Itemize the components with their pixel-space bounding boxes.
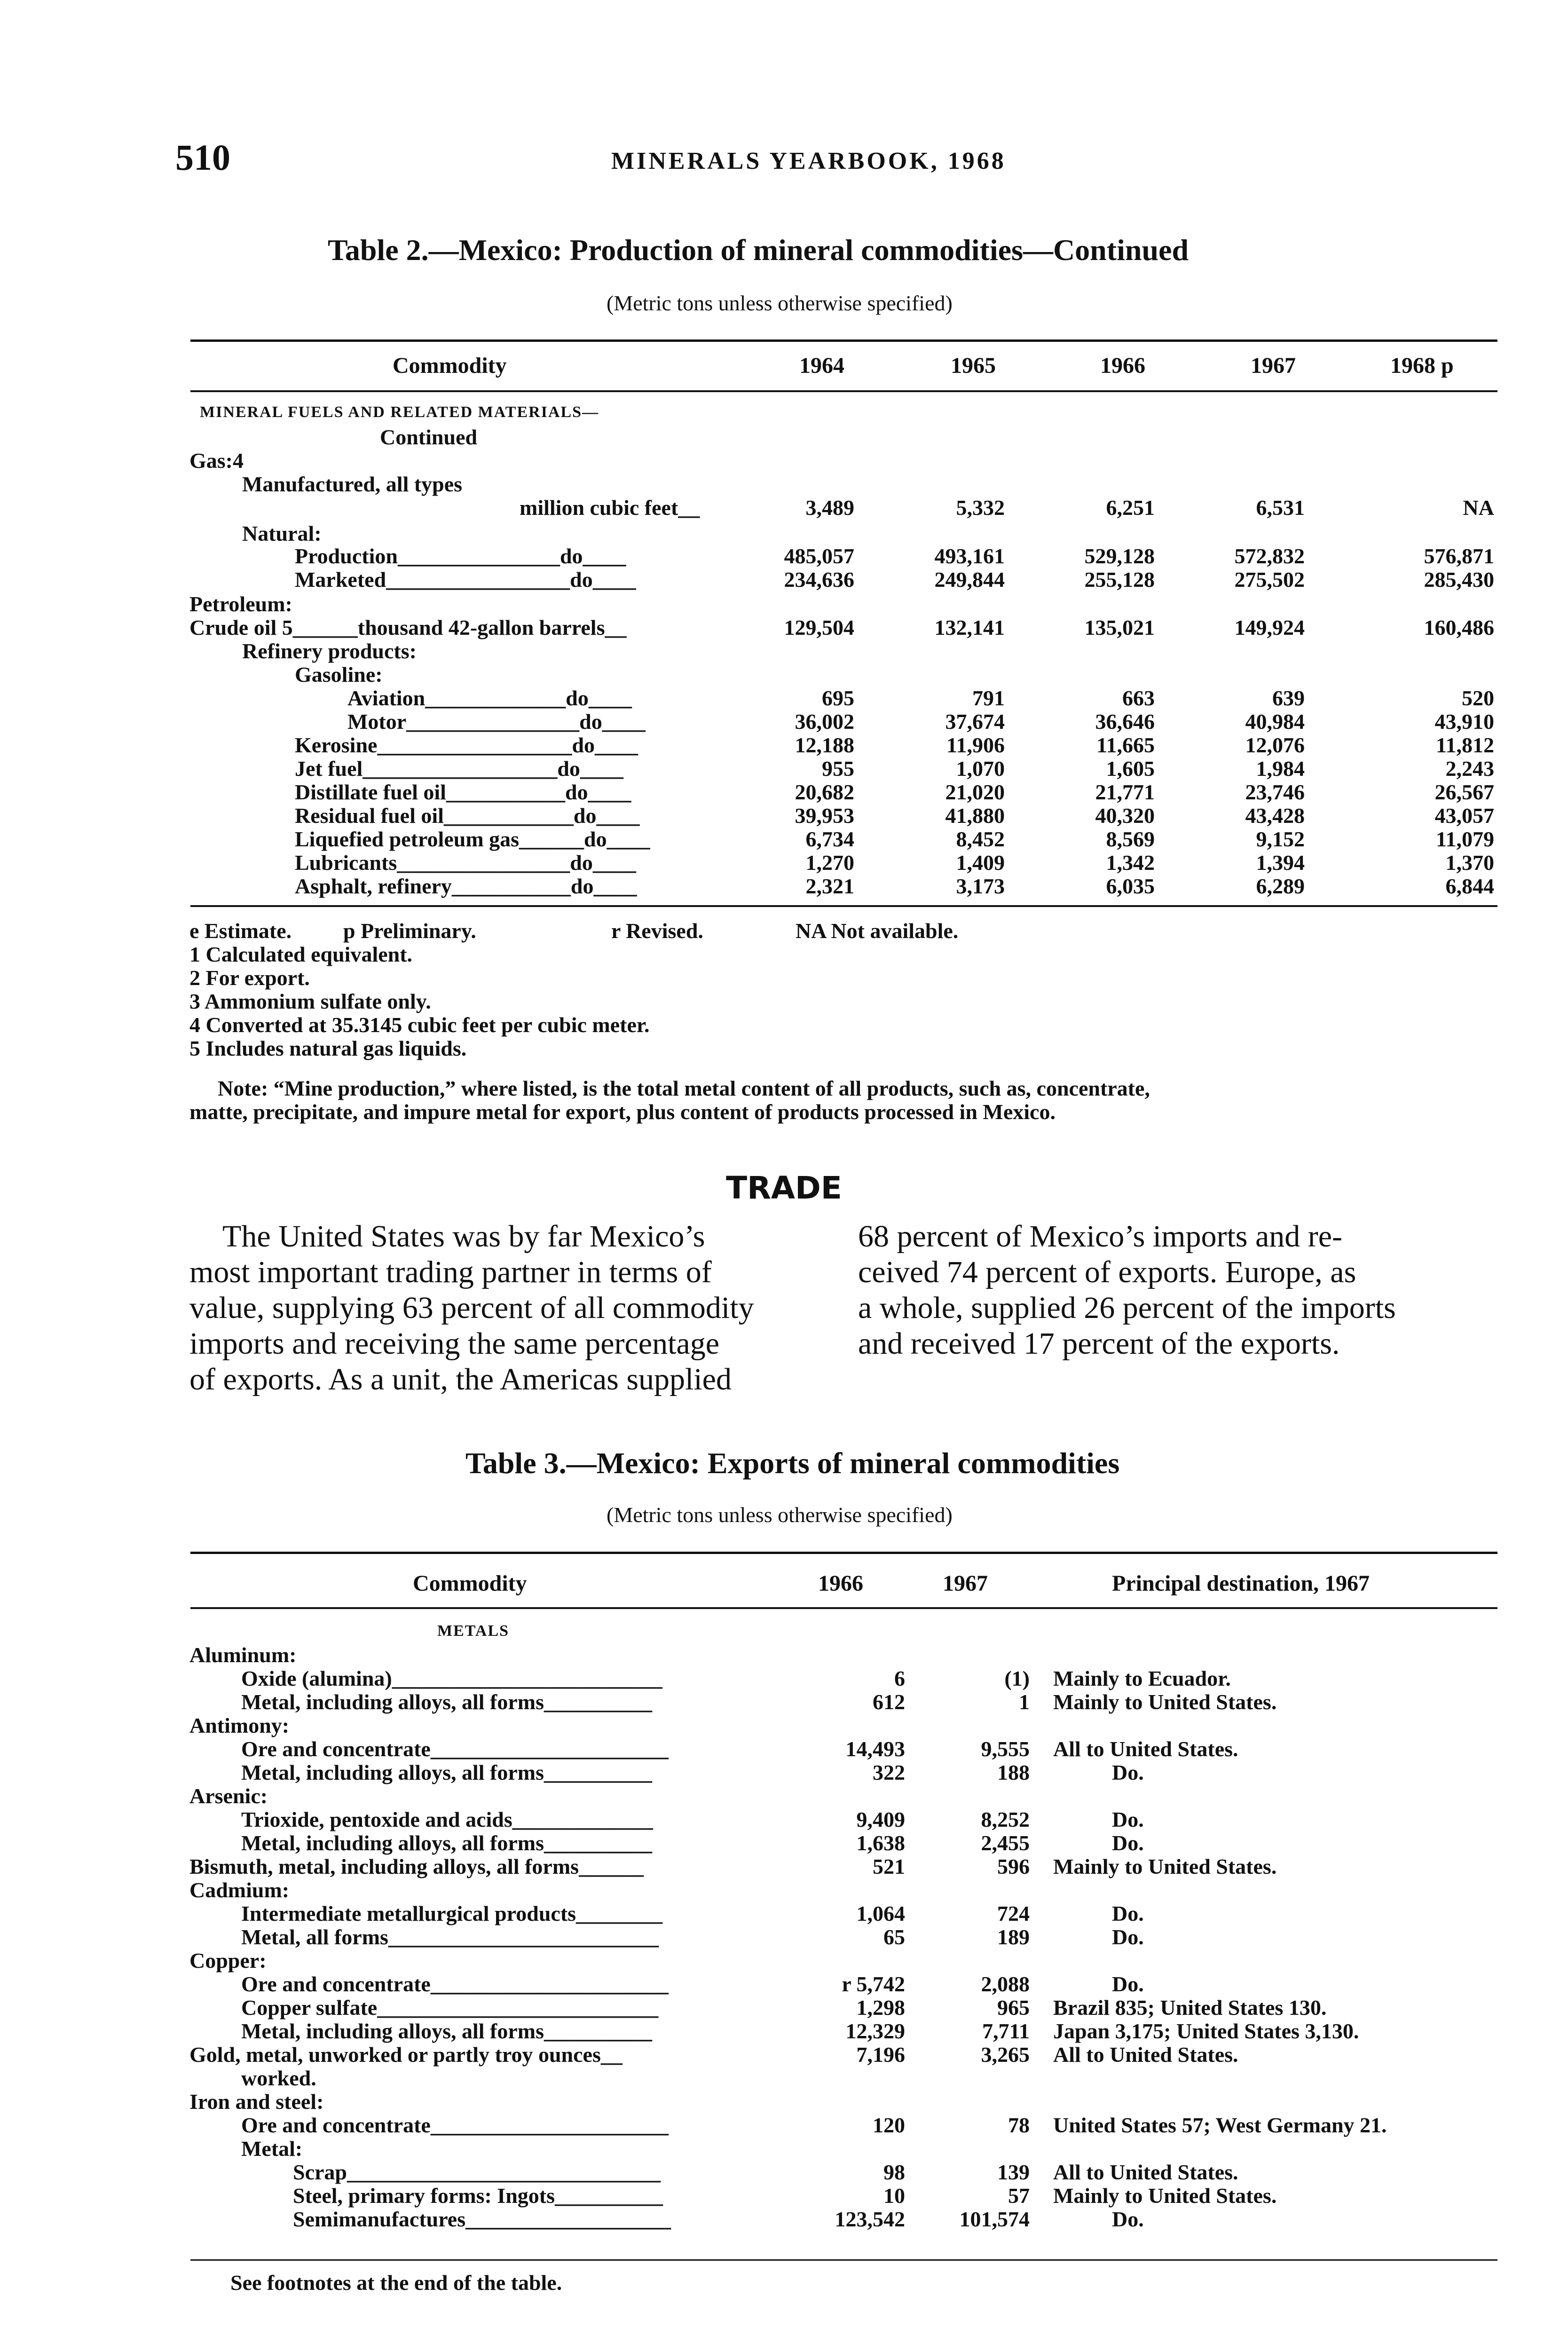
table2-row-label: Lubricants________________do____ (295, 851, 636, 875)
table3-cell-1967: 57 (1008, 2184, 1030, 2208)
table3-col-commodity: Commodity (413, 1571, 527, 1596)
table2-cell: 285,430 (1424, 568, 1494, 592)
table3-section-label: METALS (437, 1622, 510, 1640)
table2-cell: 493,161 (934, 544, 1005, 568)
footnote-na: NA Not available. (796, 919, 959, 943)
table3-cell-1967: 724 (997, 1901, 1030, 1925)
trade-right-column (858, 1219, 1497, 1362)
table3-cell-destination: All to United States. (1053, 1737, 1238, 1761)
table2-cell: 5,332 (956, 496, 1005, 520)
table2-cell: 11,079 (1436, 827, 1494, 851)
table2-cell: 21,771 (1095, 780, 1155, 804)
table2-cell: 132,141 (934, 615, 1005, 639)
table2-title: Table 2.—Mexico: Production of mineral commodities—Continued (328, 233, 1189, 267)
table3-cell-1967: 7,711 (982, 2019, 1030, 2043)
table3-row-label: Metal, all forms_________________________ (241, 1925, 659, 1949)
table2-cell: 255,128 (1084, 568, 1155, 592)
table2-row-label: Gas:4 (189, 449, 244, 473)
table3-row-label: Scrap_____________________________ (293, 2160, 661, 2184)
table3-cell-destination: Japan 3,175; United States 3,130. (1053, 2019, 1359, 2043)
table2-header-rule (190, 390, 1497, 392)
table2-cell: 149,924 (1234, 615, 1305, 639)
table3-cell-1967: 189 (997, 1925, 1030, 1949)
table2-cell: 791 (972, 686, 1005, 710)
footnote-preliminary: p Preliminary. (343, 919, 476, 943)
table3-cell-1967: 101,574 (959, 2207, 1030, 2231)
table3-cell-1966: 1,064 (856, 1901, 905, 1925)
table3-row-label: Metal: (241, 2137, 303, 2161)
table2-cell: 3,173 (956, 874, 1005, 898)
table2-cell: 3,489 (805, 496, 854, 520)
table3-col-destination: Principal destination, 1967 (1112, 1571, 1370, 1596)
table3-row-label: Metal, including alloys, all forms__________ (241, 1690, 652, 1714)
table3-cell-1967: 8,252 (981, 1807, 1030, 1831)
table3-cell-1966: 120 (873, 2113, 905, 2137)
table2-row-label: Natural: (242, 521, 322, 545)
table2-cell: 6,531 (1256, 496, 1305, 520)
trade-left-column (189, 1219, 815, 1397)
table2-row-label: Motor________________do____ (347, 710, 646, 734)
trade-left-line: imports and receiving the same percentage (189, 1326, 720, 1361)
table2-bottom-rule (190, 905, 1497, 907)
table2-cell: 2,243 (1445, 757, 1494, 781)
table2-cell: 12,188 (795, 733, 854, 757)
table3-row-label: Semimanufactures___________________ (293, 2207, 671, 2231)
table3-col-1966: 1966 (818, 1571, 863, 1596)
table2-row-label: Petroleum: (189, 592, 292, 616)
table3-cell-destination: Do. (1112, 2207, 1144, 2231)
table3-row-label: Ore and concentrate______________________ (241, 1737, 669, 1761)
trade-left-line: value, supplying 63 percent of all commodity (189, 1291, 754, 1325)
table2-cell: 6,035 (1106, 874, 1155, 898)
table2-cell: 23,746 (1245, 780, 1305, 804)
table3-cell-destination: Do. (1112, 1972, 1144, 1996)
table2-col-1965: 1965 (951, 353, 996, 378)
table2-note-line2: matte, precipitate, and impure metal for export, plus content of products processed in Mexico. (189, 1100, 1056, 1124)
table3-cell-1967: 2,088 (981, 1972, 1030, 1996)
table3-cell-1967: 2,455 (981, 1831, 1030, 1855)
table2-subtitle: (Metric tons unless otherwise specified) (607, 291, 953, 315)
table2-cell: 275,502 (1234, 568, 1305, 592)
footnote-2: 2 For export. (189, 966, 310, 990)
table3-cell-destination: Do. (1112, 1901, 1144, 1925)
table2-cell: 529,128 (1084, 544, 1155, 568)
table2-col-1964: 1964 (799, 353, 844, 378)
table3-footer: See footnotes at the end of the table. (230, 2271, 562, 2295)
table2-cell: 129,504 (784, 615, 854, 639)
table3-cell-destination: All to United States. (1053, 2043, 1238, 2067)
trade-heading: TRADE (726, 1170, 842, 1206)
table2-cell: 11,906 (946, 733, 1005, 757)
table3-row-label: Steel, primary forms: Ingots__________ (293, 2184, 663, 2208)
table3-bottom-rule (190, 2259, 1497, 2261)
table3-cell-1966: 521 (873, 1854, 905, 1878)
table3-cell-destination: Do. (1112, 1807, 1144, 1831)
table2-row-label: Jet fuel__________________do____ (295, 757, 623, 781)
table3-row-label: Gold, metal, unworked or partly troy ounces__ (189, 2043, 622, 2067)
table2-row-label: Production_______________do____ (295, 544, 626, 568)
table2-cell: 6,844 (1445, 874, 1494, 898)
table2-col-1966: 1966 (1100, 353, 1145, 378)
table3-cell-destination: Brazil 835; United States 130. (1053, 1996, 1327, 2020)
table3-row-label: worked. (241, 2066, 316, 2090)
table3-row-label: Copper: (189, 1949, 267, 1972)
table2-cell: 26,567 (1434, 780, 1494, 804)
table2-cell: 40,984 (1245, 710, 1305, 734)
table3-row-label: Metal, including alloys, all forms__________ (241, 1760, 652, 1784)
table2-cell: 43,428 (1245, 804, 1305, 828)
table2-cell: 11,812 (1436, 733, 1494, 757)
table3-cell-1967: 78 (1008, 2113, 1030, 2137)
table2-cell: 36,002 (795, 710, 854, 734)
table2-cell: 8,452 (956, 827, 1005, 851)
table3-cell-1966: 322 (873, 1760, 905, 1784)
table2-cell: 11,665 (1096, 733, 1155, 757)
trade-right-line: ceived 74 percent of exports. Europe, as (858, 1255, 1356, 1289)
table3-cell-1966: 10 (883, 2184, 905, 2208)
table2-row-label: Kerosine__________________do____ (295, 733, 638, 757)
table2-cell: 37,674 (945, 710, 1005, 734)
table3-row-label: Ore and concentrate______________________ (241, 1972, 669, 1996)
trade-right-line: and received 17 percent of the exports. (858, 1326, 1340, 1361)
table2-cell: 1,984 (1256, 757, 1305, 781)
table2-row-label: Manufactured, all types (242, 472, 463, 496)
table3-cell-destination: Mainly to United States. (1053, 1854, 1277, 1878)
table2-row-label: Aviation_____________do____ (347, 686, 632, 710)
table2-cell: 663 (1122, 686, 1155, 710)
table3-cell-1966: 1,638 (856, 1831, 905, 1855)
table2-cell: 43,057 (1434, 804, 1494, 828)
table3-row-label: Copper sulfate__________________________ (241, 1996, 659, 2020)
table2-row-label: Gasoline: (295, 663, 383, 686)
table2-cell: 485,057 (784, 544, 854, 568)
footnote-4: 4 Converted at 35.3145 cubic feet per cubic meter. (189, 1013, 650, 1037)
table2-cell: NA (1463, 496, 1494, 520)
table3-cell-1967: 965 (997, 1996, 1030, 2020)
table3-cell-1967: 9,555 (981, 1737, 1030, 1761)
table2-cell: 955 (822, 757, 854, 781)
table2-cell: 43,910 (1434, 710, 1494, 734)
table3-cell-1967: 596 (997, 1854, 1030, 1878)
table3-row-label: Metal, including alloys, all forms__________ (241, 2019, 652, 2043)
table2-row-label: Asphalt, refinery___________do____ (295, 874, 637, 898)
footnote-estimate: e Estimate. (189, 919, 292, 943)
table2-cell: 8,569 (1106, 827, 1155, 851)
table2-cell: 249,844 (934, 568, 1005, 592)
table2-cell: 1,370 (1445, 851, 1494, 875)
trade-right-line: 68 percent of Mexico’s imports and re- (858, 1219, 1343, 1254)
table3-cell-1966: 65 (883, 1925, 905, 1949)
table3-header-rule (190, 1607, 1497, 1609)
running-title: MINERALS YEARBOOK, 1968 (611, 148, 1006, 174)
table2-row-label: Marketed_________________do____ (295, 568, 636, 592)
footnote-1: 1 Calculated equivalent. (189, 942, 413, 966)
table2-col-commodity: Commodity (393, 353, 507, 378)
table3-cell-destination: Do. (1112, 1760, 1144, 1784)
table3-row-label: Metal, including alloys, all forms__________ (241, 1831, 652, 1855)
table2-cell: 234,636 (784, 568, 854, 592)
table2-cell: 21,020 (945, 780, 1005, 804)
table2-cell: 1,605 (1106, 757, 1155, 781)
table3-cell-destination: All to United States. (1053, 2160, 1238, 2184)
trade-left-line: The United States was by far Mexico’s (222, 1219, 705, 1254)
table2-cell: 41,880 (945, 804, 1005, 828)
table3-subtitle: (Metric tons unless otherwise specified) (607, 1503, 953, 1527)
table2-cell: 2,321 (805, 874, 854, 898)
table3-row-label: Antimony: (189, 1713, 290, 1737)
table3-title: Table 3.—Mexico: Exports of mineral commodities (465, 1446, 1120, 1480)
table3-cell-1966: r 5,742 (842, 1972, 905, 1996)
table2-cell: 1,409 (956, 851, 1005, 875)
footnote-3: 3 Ammonium sulfate only. (189, 989, 431, 1013)
table2-cell: 639 (1272, 686, 1305, 710)
table2-cell: 6,251 (1106, 496, 1155, 520)
table3-row-label: Ore and concentrate______________________ (241, 2113, 669, 2137)
table2-cell: 6,289 (1256, 874, 1305, 898)
table3-cell-destination: Do. (1112, 1831, 1144, 1855)
table3-cell-destination: Mainly to United States. (1053, 1690, 1277, 1714)
table2-cell: 9,152 (1256, 827, 1305, 851)
table3-cell-1966: 123,542 (835, 2207, 905, 2231)
table2-cell: 160,486 (1424, 615, 1494, 639)
table3-cell-1967: 3,265 (981, 2043, 1030, 2067)
table2-cell: 520 (1462, 686, 1494, 710)
table2-cell: 36,646 (1095, 710, 1155, 734)
table3-row-label: Aluminum: (189, 1643, 297, 1667)
table3-cell-destination: United States 57; West Germany 21. (1053, 2113, 1387, 2137)
table2-cell: 39,953 (795, 804, 854, 828)
table3-cell-1966: 12,329 (845, 2019, 905, 2043)
table2-cell: 40,320 (1095, 804, 1155, 828)
table2-cell: 572,832 (1234, 544, 1305, 568)
table3-cell-1966: 14,493 (845, 1737, 905, 1761)
table2-cell: 1,270 (805, 851, 854, 875)
table2-cell: 695 (822, 686, 854, 710)
table3-row-label: Trioxide, pentoxide and acids_____________ (241, 1807, 653, 1831)
table2-col-1967: 1967 (1251, 353, 1296, 378)
table3-cell-destination: Mainly to United States. (1053, 2184, 1277, 2208)
table3-cell-destination: Mainly to Ecuador. (1053, 1666, 1231, 1690)
table3-row-label: Intermediate metallurgical products________ (241, 1901, 663, 1925)
table2-cell: 6,734 (805, 827, 854, 851)
table3-cell-1966: 1,298 (856, 1996, 905, 2020)
table3-row-label: Cadmium: (189, 1878, 290, 1902)
footnote-5: 5 Includes natural gas liquids. (189, 1036, 467, 1060)
trade-right-line: a whole, supplied 26 percent of the imports (858, 1291, 1396, 1325)
page-number: 510 (175, 137, 230, 178)
table3-col-1967: 1967 (943, 1571, 988, 1596)
table3-row-label: Iron and steel: (189, 2090, 324, 2114)
table3-cell-destination: Do. (1112, 1925, 1144, 1949)
table3-top-rule (190, 1552, 1497, 1554)
table2-row-label: Liquefied petroleum gas______do____ (295, 827, 650, 851)
table2-row-label: Distillate fuel oil___________do____ (295, 780, 631, 804)
table2-section-label: MINERAL FUELS AND RELATED MATERIALS— (200, 403, 599, 421)
table2-cell: 135,021 (1084, 615, 1155, 639)
table2-cell: 12,076 (1245, 733, 1305, 757)
footnote-revised: r Revised. (611, 919, 703, 943)
table3-cell-1967: 1 (1019, 1690, 1030, 1714)
table2-cell: 1,394 (1256, 851, 1305, 875)
table2-section-continued: Continued (380, 425, 478, 449)
table3-row-label: Oxide (alumina)_________________________ (241, 1666, 662, 1690)
table2-row-label: Refinery products: (242, 639, 417, 663)
table3-cell-1967: 139 (997, 2160, 1030, 2184)
table3-cell-1967: (1) (1004, 1666, 1030, 1690)
table3-row-label: Bismuth, metal, including alloys, all forms______ (189, 1854, 644, 1878)
table2-cell: 20,682 (795, 780, 854, 804)
trade-left-line: of exports. As a unit, the Americas supplied (189, 1362, 732, 1396)
table2-cell: 576,871 (1424, 544, 1494, 568)
table2-cell: 1,070 (956, 757, 1005, 781)
table2-note-line1: Note: “Mine production,” where listed, is the total metal content of all products, such as, concentrate, (218, 1076, 1150, 1100)
table3-row-label: Arsenic: (189, 1784, 268, 1808)
table3-cell-1966: 7,196 (856, 2043, 905, 2067)
table2-row-label: million cubic feet__ (520, 496, 700, 520)
table2-top-rule (190, 339, 1497, 342)
table3-cell-1966: 9,409 (856, 1807, 905, 1831)
table3-cell-1967: 188 (997, 1760, 1030, 1784)
table2-row-label: Crude oil 5______thousand 42-gallon barrels__ (189, 615, 627, 639)
table2-row-label: Residual fuel oil____________do____ (295, 804, 640, 828)
trade-left-line: most important trading partner in terms of (189, 1255, 712, 1289)
table3-cell-1966: 612 (873, 1690, 905, 1714)
table2-col-1968: 1968 p (1390, 353, 1454, 378)
table3-cell-1966: 98 (883, 2160, 905, 2184)
table3-cell-1966: 6 (894, 1666, 905, 1690)
table2-cell: 1,342 (1106, 851, 1155, 875)
